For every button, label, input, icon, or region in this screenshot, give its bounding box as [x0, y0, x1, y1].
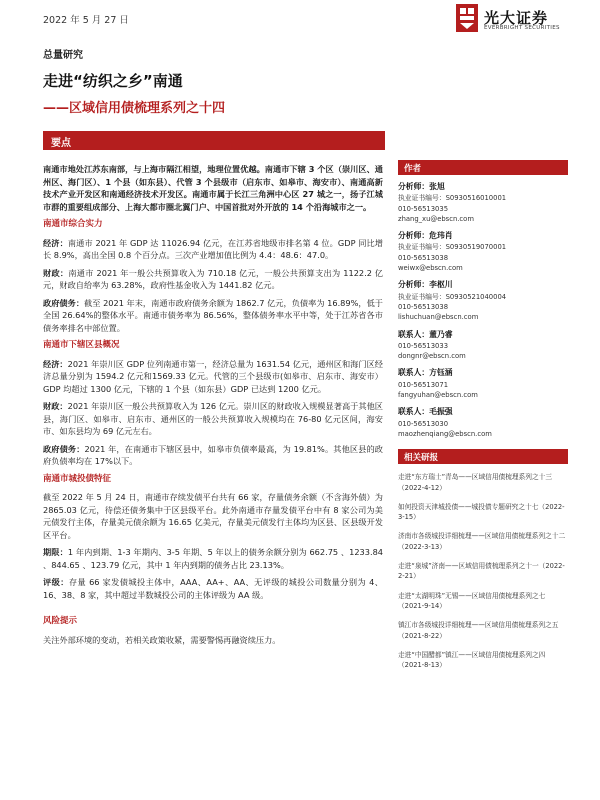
paragraph-district-economy: [43, 358, 383, 396]
logo-english-text: EVERBRIGHT SECURITIES: [484, 25, 560, 31]
text-finance: 南通市 2021 年一般公共预算收入为 710.18 亿元，一般公共预算支出为 1122.2 亿元，财政自给率为 63.28%，政府性基金收入为 1441.82 亿元。: [43, 267, 383, 290]
related-report-item[interactable]: 如何投资天津城投债——城投债专题研究之十七（2022-3-15）: [398, 502, 565, 522]
analyst-detail: 010-56513071: [398, 380, 449, 389]
analyst-detail: 执业证书编号：S0930516010001: [398, 194, 507, 203]
analyst-entry: [398, 330, 568, 362]
page-subtitle: ——区域信用债梳理系列之十四: [43, 101, 226, 116]
analyst-detail: 010-56513035: [398, 204, 449, 213]
analyst-email[interactable]: maozhenqiang@ebscn.com: [398, 429, 492, 438]
related-report-list: [398, 472, 568, 670]
text-district-finance: 2021 年崇川区一般公共预算收入为 126 亿元。崇川区的财政收入规模显著高于其他区县，海门区、如皋市、启东市、通州区的一般公共预算收入规模均在 76-80 亿元区间，海安市、如东县均为 69 亿元左右。: [43, 401, 383, 436]
analyst-entry: [398, 280, 568, 322]
key-points-label: 要点: [51, 138, 71, 149]
report-date: 2022 年 5 月 27 日: [43, 15, 129, 26]
text-debt: 截至 2021 年末，南通市政府债务余额为 1862.7 亿元，负债率为 16.89%，低于全国 26.64%的整体水平。南通市债务率为 86.56%，整体债务率水平中等，处于江苏省各市债务率排名中部位置。: [43, 297, 383, 333]
authors-label: 作者: [404, 164, 422, 174]
label-district-finance: 财政：: [43, 401, 68, 411]
analyst-detail: 010-56513038: [398, 302, 449, 311]
sidebar: [398, 160, 568, 679]
related-report-item[interactable]: 济南市各级城投详细梳理——区域信用债梳理系列之十二（2022-3-13）: [398, 532, 566, 551]
related-report-item[interactable]: 走进“中国醋都”镇江——区域信用债梳理系列之四（2021-8-13）: [398, 650, 546, 670]
authors-band: [398, 160, 568, 175]
analyst-name: 联系人：方钰涵: [398, 368, 453, 378]
analyst-name: 联系人：董乃睿: [398, 329, 453, 339]
analyst-entry: [398, 368, 568, 400]
paragraph-bonds-maturity: [43, 546, 383, 571]
text-district-economy: 2021 年崇川区 GDP 位列南通市第一，经济总量为 1631.54 亿元，通州区和海门区经济总量分别为 1594.2 亿元和1569.33 亿元。代管的三个县级市(如皋市、启东市、海安市）GDP 均超过 1300 亿元，下辖的 1 个县（如东县）GDP 已达到 1200 亿元。: [43, 358, 383, 394]
analyst-email[interactable]: dongnr@ebscn.com: [398, 352, 466, 361]
paragraph-economy: [43, 237, 383, 262]
main-content: [43, 163, 383, 651]
section-heading-bonds: 南通市城投债特征: [43, 473, 112, 484]
analyst-email[interactable]: lishuchuan@ebscn.com: [398, 313, 479, 322]
paragraph-district-debt: [43, 443, 383, 468]
analyst-detail: 执业证书编号：S0930519070001: [398, 243, 507, 252]
logo-chinese-text: 光大证券: [484, 9, 549, 27]
label-debt: 政府债务：: [43, 297, 85, 308]
analyst-entry: [398, 407, 568, 439]
text-economy: 南通市 2021 年 GDP 达 11026.94 亿元，在江苏省地级市排名第 4 位。GDP 同比增长 8.9%，高出全国 0.8 个百分点。三次产业增加值比例为 4.4：48.6：47.0。: [43, 237, 383, 260]
label-district-debt: 政府债务：: [43, 443, 85, 454]
analyst-detail: 010-56513038: [398, 253, 449, 262]
analyst-name: 分析师：张旭: [398, 182, 445, 191]
text-rating: 存量 66 家发债城投主体中，AAA、AA+、AA、无评级的城投公司数量分别为 4、16、38、8 家，其中超过半数城投公司的主体评级为 AA 级。: [43, 577, 383, 600]
analyst-detail: 010-56513030: [398, 419, 449, 428]
analyst-entry: [398, 231, 568, 273]
label-finance: 财政：: [43, 267, 69, 278]
paragraph-bonds-overview: 截至 2022 年 5 月 24 日，南通市存续发债平台共有 66 家，存量债务余额（不含海外债）为 2865.03 亿元，待偿还债务集中于区县级平台。此外南通市存量发债平台中有 8 家公司为美元债发行主体，存量美元债余额为 16.65 亿美元，存量美元债发行主体均为区县、区县级开发区平台。: [43, 492, 383, 540]
analyst-detail: 010-56513033: [398, 341, 449, 350]
analyst-email[interactable]: zhang_xu@ebscn.com: [398, 214, 474, 223]
text-maturity: 1 年内到期、1-3 年期内、3-5 年期、5 年以上的债务余额分别为 662.75 、1233.84 、844.65 、123.79 亿元，其中 1 年内到期的债务占比 23.13%。: [43, 547, 383, 570]
analyst-list: [398, 182, 568, 439]
paragraph-bonds-rating: [43, 576, 383, 601]
label-maturity: 期限：: [43, 547, 68, 557]
paragraph-debt: [43, 297, 383, 335]
related-reports-band: [398, 449, 568, 464]
related-reports-label: 相关研报: [404, 453, 439, 464]
key-points-band: [43, 131, 385, 150]
analyst-name: 分析师：李枢川: [398, 280, 453, 290]
analyst-entry: [398, 182, 568, 224]
section-heading-strength: 南通市综合实力: [43, 219, 103, 229]
section-heading-risk: 风险提示: [43, 616, 78, 626]
label-economy: 经济：: [43, 237, 68, 248]
paragraph-risk: 关注外部环境的变动，若相关政策收紧，需要警惕再融资续压力。: [43, 634, 281, 645]
label-rating: 评级：: [43, 577, 69, 587]
report-category: 总量研究: [43, 50, 83, 61]
analyst-name: 分析师：危玮肖: [398, 231, 453, 241]
company-logo: [456, 4, 576, 38]
analyst-name: 联系人：毛振强: [398, 407, 453, 417]
analyst-email[interactable]: weiwx@ebscn.com: [398, 264, 463, 273]
paragraph-finance: [43, 267, 383, 292]
label-district-economy: 经济：: [43, 358, 68, 369]
page-title: 走进“纺织之乡”南通: [43, 72, 183, 90]
logo-mark-icon: [456, 4, 478, 32]
related-report-item[interactable]: 走进“东方瑞士”青岛——区域信用债梳理系列之十三（2022-4-12）: [398, 473, 553, 492]
analyst-email[interactable]: fangyuhan@ebscn.com: [398, 391, 478, 400]
intro-paragraph: 南通市地处江苏东南部，与上海市隔江相望，地理位置优越。南通市下辖 3 个区（崇川区、通州区、海门区）、1 个县（如东县）、代管 3 个县级市（启东市、如皋市、海安市）、南通高新技术产业开发区和南通经济技术开发区。南通市属于长江三角洲中心区 27 城之一，扬子江城市群的重要组成部分、上海大都市圈北翼门户、中国首批对外开放的 14 个沿海城市之一。: [43, 164, 383, 212]
related-report-item[interactable]: 走进“太湖明珠”无锡——区域信用债梳理系列之七（2021-9-14）: [398, 591, 546, 610]
text-district-debt: 2021 年，在南通市下辖区县中，如皋市负债率最高，为 19.81%。其他区县的政府负债率均在 17%以下。: [43, 443, 383, 466]
related-report-item[interactable]: 镇江市各级城投详细梳理——区域信用债梳理系列之五（2021-8-22）: [398, 621, 559, 640]
analyst-detail: 执业证书编号：S0930521040004: [398, 292, 507, 301]
paragraph-district-finance: [43, 400, 383, 438]
section-heading-districts: 南通市下辖区县概况: [43, 340, 120, 350]
related-report-item[interactable]: 走进“泉城”济南——区域信用债梳理系列之十一（2022-2-21）: [398, 562, 565, 581]
